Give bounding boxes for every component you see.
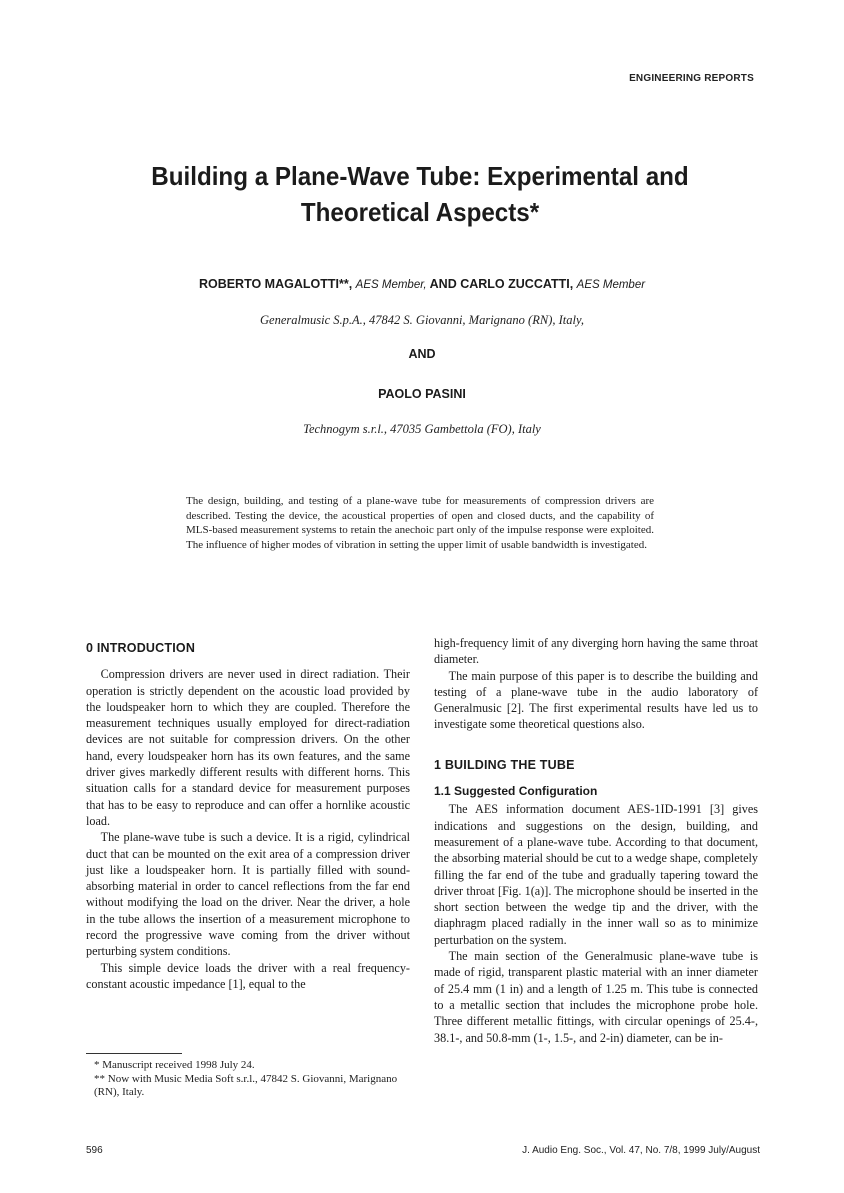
affiliation-2: Technogym s.r.l., 47035 Gambettola (FO), Italy [303, 422, 541, 436]
author-role: AES Member, [355, 279, 427, 291]
running-header: ENGINEERING REPORTS [629, 73, 754, 84]
left-column [86, 640, 410, 992]
section-heading-introduction: 0 INTRODUCTION [86, 641, 196, 655]
paragraph: The main purpose of this paper is to describe the building and testing of a plane-wave tube in the audio laboratory of Generalmusic [2]. The first experimental results have led us to investigate some theoretical questions also. [434, 668, 758, 732]
affiliation-1: Generalmusic S.p.A., 47842 S. Giovanni, Marignano (RN), Italy, [260, 313, 584, 327]
author-line-1 [0, 277, 844, 291]
author-conjunction: AND [429, 277, 457, 291]
author-name-3: PAOLO PASINI [378, 387, 466, 401]
author-name: ROBERTO MAGALOTTI**, [198, 277, 353, 291]
paragraph: The AES information document AES-1ID-1991 [3] gives indications and suggestions on the design, building, and measurement of a plane-wave tube. According to that document, the absorbing material should be cut to a wedge shape, completely filling the far end of the tube and gradually tapering toward the driver throat [Fig. 1(a)]. The microphone should be inserted in the short section between the wedge tip and the driver, with the diaphragm placed radially in the inner wall so as to minimize perturbation on the system. [434, 802, 758, 947]
footnote-rule [86, 1053, 182, 1054]
paragraph: The plane-wave tube is such a device. It is a rigid, cylindrical duct that can be mounted on the exit area of a compression driver just like a loudspeaker horn. It is partially filled with sound-absorbing material in order to cancel reflections from the far end without modifying the load on the driver. Near the driver, a hole in the tube allows the insertion of a measurement microphone to record the progressive wave coming from the driver without perturbing system conditions. [86, 830, 410, 959]
paragraph: This simple device loads the driver with a real frequency-constant acoustic impedance [1], equal to the [86, 960, 410, 991]
paragraph: Compression drivers are never used in direct radiation. Their operation is strictly dependent on the acoustic load provided by the loudspeaker horn to which they are coupled. Therefore the measurement techniques usually employed for direct-radiation devices are not suitable for compression drivers. On the other hand, every loudspeaker horn has its own features, and the same driver gives markedly different results with different horns. This situation calls for a standard device for measurement purposes that has to be easy to reproduce and can offer a hornlike acoustic load. [86, 667, 410, 828]
title-line-2: Theoretical Aspects* [300, 197, 540, 227]
journal-reference: J. Audio Eng. Soc., Vol. 47, No. 7/8, 1999 July/August [522, 1145, 760, 1156]
paragraph-continued: high-frequency limit of any diverging horn having the same throat diameter. [434, 636, 758, 667]
right-column [434, 635, 758, 1046]
author-conjunction-2: AND [408, 347, 436, 361]
section-heading-building: 1 BUILDING THE TUBE [434, 757, 575, 772]
page-number: 596 [86, 1145, 103, 1156]
footnote-2: ** Now with Music Media Soft s.r.l., 47842 S. Giovanni, Marignano (RN), Italy. [94, 1072, 398, 1099]
author-role: AES Member [576, 279, 646, 291]
abstract: The design, building, and testing of a plane-wave tube for measurements of compression drivers are described. Testing the device, the acoustical properties of open and closed ducts, and the capability of MLS-based measurement systems to retain the anechoic part only of the impulse response were exploited. The influence of higher modes of vibration in setting the upper limit of usable bandwidth is investigated. [186, 495, 654, 551]
paper-title [122, 158, 717, 230]
footnote-1: * Manuscript received 1998 July 24. [94, 1059, 255, 1071]
paragraph: The main section of the Generalmusic plane-wave tube is made of rigid, transparent plastic material with an inner diameter of 25.4 mm (1 in) and a length of 1.25 m. This tube is connected to a metallic section that includes the microphone probe hole. Three different metallic fittings, with circular openings of 25.4-, 38.1-, and 50.8-mm (1-, 1.5-, and 2-in) diameter, can be in- [434, 949, 758, 1045]
subsection-heading: 1.1 Suggested Configuration [434, 784, 598, 799]
footnotes [86, 1059, 416, 1100]
author-name: CARLO ZUCCATTI, [460, 277, 574, 291]
title-line-1: Building a Plane-Wave Tube: Experimental and [151, 161, 689, 191]
